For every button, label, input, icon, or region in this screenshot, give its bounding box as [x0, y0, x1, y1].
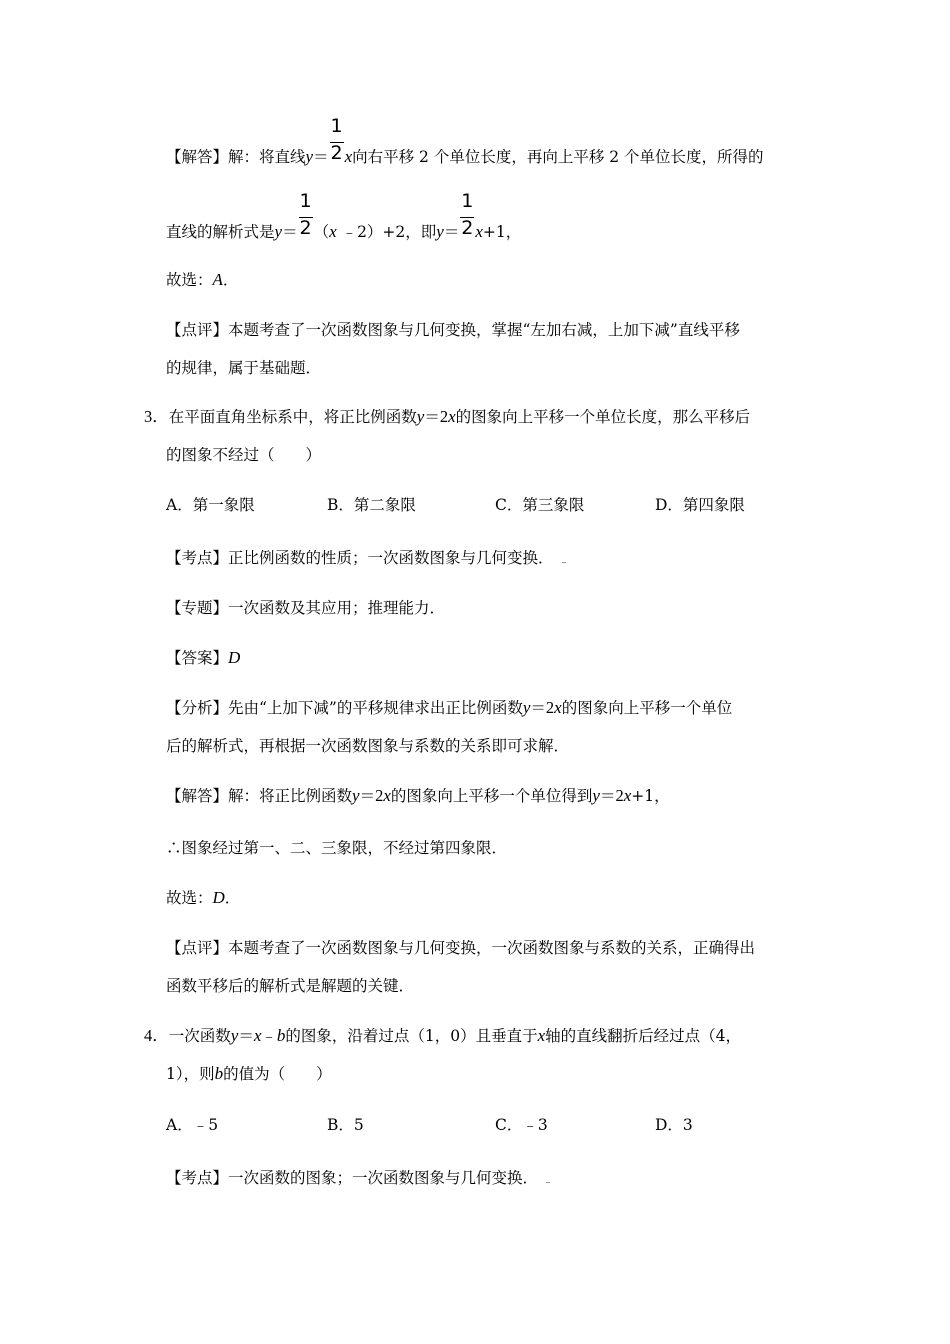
q3-analysis-line-2: 后的解析式，再根据一次函数图象与系数的关系即可求解． — [166, 737, 570, 755]
q3-option-a[interactable]: A．第一象限 — [166, 496, 255, 514]
source-mark — [546, 1182, 550, 1183]
q3-option-b[interactable]: B．第二象限 — [327, 496, 416, 514]
q2-comment-line-2: 的规律，属于基础题． — [166, 359, 322, 377]
q2-choose-line: 故选：A． — [166, 270, 239, 289]
q3-option-c[interactable]: C．第三象限 — [495, 496, 585, 514]
q2-comment-line-1: 【点评】本题考查了一次函数图象与几何变换，掌握“左加右减，上加下减”直线平移 — [166, 321, 740, 339]
q4-option-b[interactable]: B．5 — [327, 1116, 364, 1134]
q3-stem-line-2: 的图象不经过（ ） — [166, 446, 322, 464]
fraction-one-half: $\frac{1}{2}$ — [461, 190, 474, 239]
q3-answer: 【答案】D — [166, 648, 241, 667]
q4-stem-line-1: 4．一次函数y＝x﹣b的图象，沿着过点（1，0）且垂直于x轴的直线翻折后经过点（4， — [144, 1026, 742, 1045]
q3-kaodian: 【考点】正比例函数的性质；一次函数图象与几何变换． — [166, 548, 566, 568]
q3-comment-line-1: 【点评】本题考查了一次函数图象与几何变换，一次函数图象与系数的关系，正确得出 — [166, 939, 756, 957]
q4-option-d[interactable]: D．3 — [655, 1116, 693, 1134]
q3-zhuanti: 【专题】一次函数及其应用；推理能力． — [166, 599, 446, 617]
source-mark — [562, 562, 566, 563]
q3-solution: 【解答】解：将正比例函数y＝2x的图象向上平移一个单位得到y＝2x+1， — [166, 786, 670, 805]
q3-choose-line: 故选：D． — [166, 888, 241, 907]
q3-comment-line-2: 函数平移后的解析式是解题的关键． — [166, 977, 415, 995]
q3-analysis-line-1: 【分析】先由“上加下减”的平移规律求出正比例函数y＝2x的图象向上平移一个单位 — [166, 698, 733, 717]
q4-stem-line-2: 1），则b的值为（ ） — [166, 1064, 332, 1083]
fraction-one-half: $\frac{1}{2}$ — [299, 190, 312, 239]
q3-conclusion: ∴图象经过第一、二、三象限，不经过第四象限． — [166, 839, 508, 857]
q4-option-c[interactable]: C．﹣3 — [495, 1116, 548, 1134]
q3-option-d[interactable]: D．第四象限 — [655, 496, 745, 514]
q4-option-a[interactable]: A．﹣5 — [166, 1116, 219, 1134]
fraction-one-half: $\frac{1}{2}$ — [330, 115, 343, 164]
q2-solution-line-1: 【解答】解：将直线y＝ $\frac{1}{2}$ x向右平移 2 个单位长度，再向上平移 2 个单位长度，所得的 — [166, 115, 764, 166]
q2-solution-line-2: 直线的解析式是y＝ $\frac{1}{2}$ （x ﹣2）+2，即y＝ $\frac{1}{2}$ x+1， — [166, 190, 522, 241]
q4-kaodian: 【考点】一次函数的图象；一次函数图象与几何变换． — [166, 1168, 550, 1188]
q3-stem-line-1: 3．在平面直角坐标系中，将正比例函数y＝2x的图象向上平移一个单位长度，那么平移后 — [144, 407, 751, 426]
